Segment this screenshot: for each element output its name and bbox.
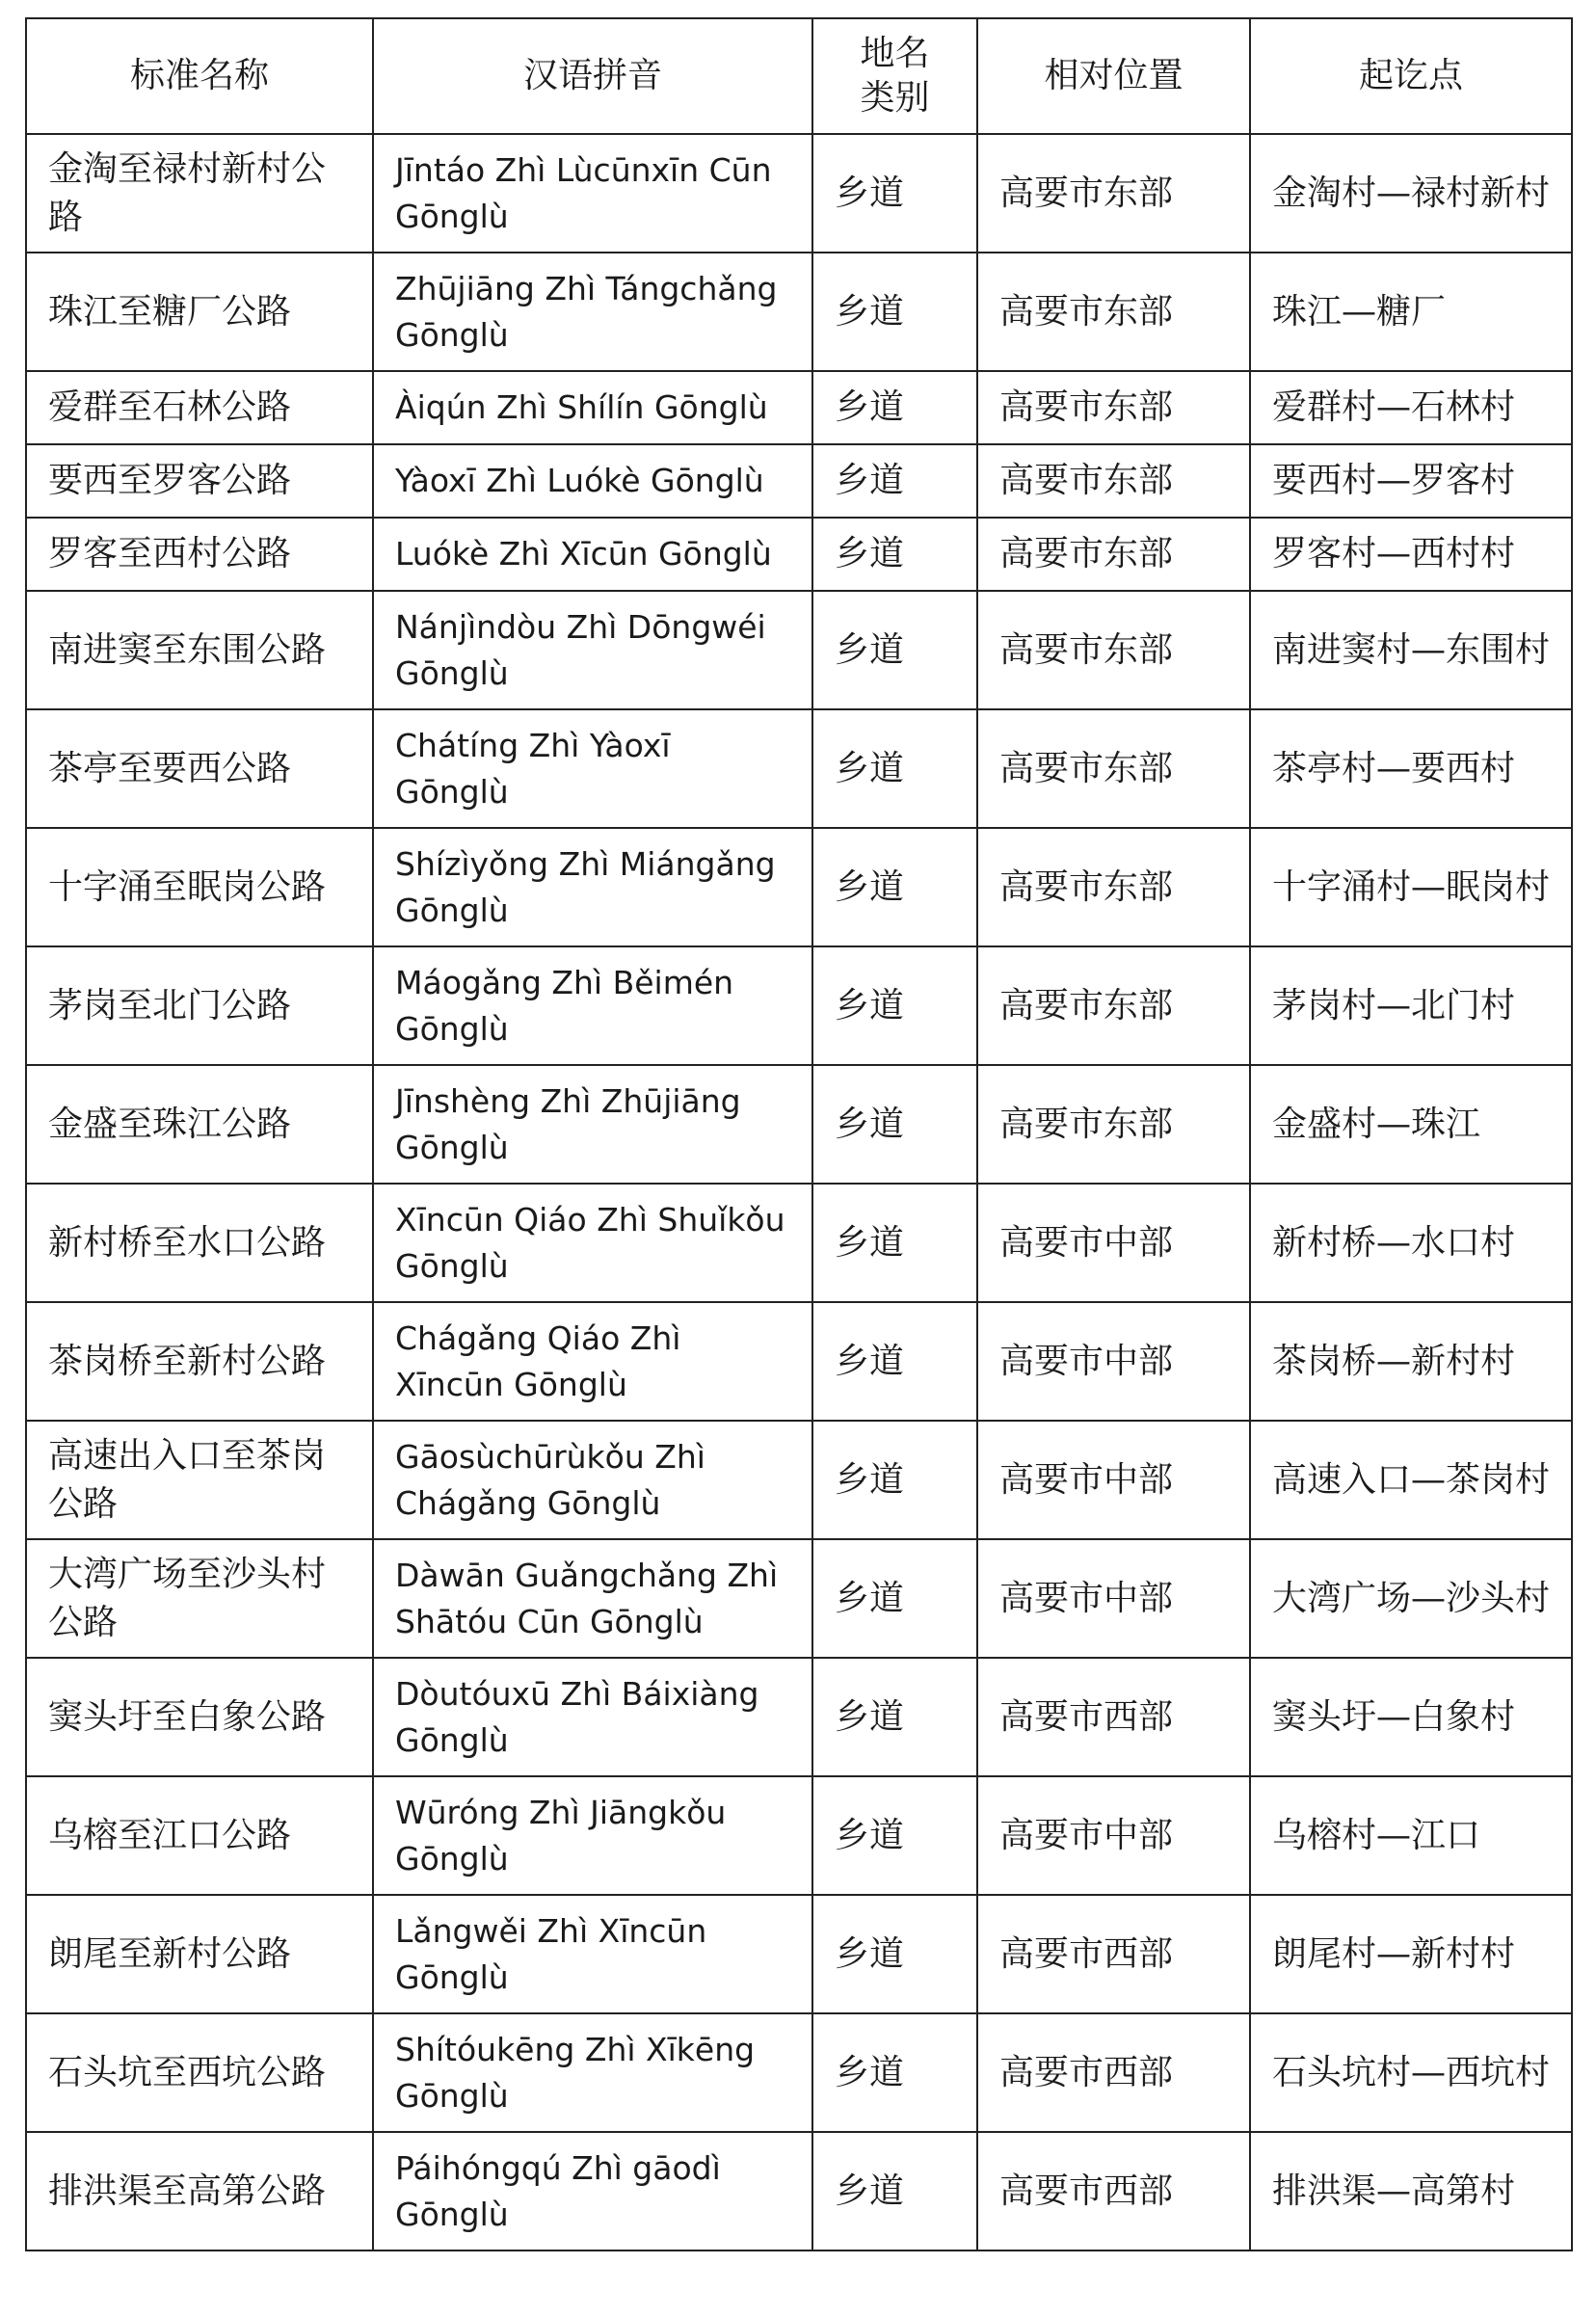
cell-pinyin: Yàoxī Zhì Luókè Gōnglù — [373, 444, 812, 518]
cell-relative-position: 高要市中部 — [977, 1421, 1250, 1539]
cell-standard-name: 金淘至禄村新村公路 — [26, 134, 373, 253]
cell-category: 乡道 — [812, 1539, 977, 1658]
table-row — [26, 1065, 1572, 1184]
table-row — [26, 134, 1572, 253]
cell-relative-position: 高要市东部 — [977, 253, 1250, 371]
cell-standard-name: 高速出入口至茶岗公路 — [26, 1421, 373, 1539]
cell-pinyin: Páihóngqú Zhì gāodì Gōnglù — [373, 2132, 812, 2250]
place-names-table — [25, 17, 1573, 2251]
cell-endpoints: 罗客村—西村村 — [1250, 518, 1572, 591]
cell-endpoints: 乌榕村—江口 — [1250, 1776, 1572, 1895]
cell-category: 乡道 — [812, 518, 977, 591]
cell-category: 乡道 — [812, 709, 977, 828]
cell-endpoints: 茅岗村—北门村 — [1250, 946, 1572, 1065]
table-row — [26, 1658, 1572, 1776]
table-row — [26, 518, 1572, 591]
table-row — [26, 1539, 1572, 1658]
header-category: 地名 类别 — [812, 18, 977, 134]
cell-pinyin: Shítóukēng Zhì Xīkēng Gōnglù — [373, 2013, 812, 2132]
table-row — [26, 1776, 1572, 1895]
cell-category: 乡道 — [812, 1065, 977, 1184]
cell-relative-position: 高要市东部 — [977, 709, 1250, 828]
cell-pinyin: Xīncūn Qiáo Zhì Shuǐkǒu Gōnglù — [373, 1184, 812, 1302]
cell-relative-position: 高要市东部 — [977, 591, 1250, 709]
table-row — [26, 1302, 1572, 1421]
cell-relative-position: 高要市东部 — [977, 371, 1250, 444]
cell-standard-name: 要西至罗客公路 — [26, 444, 373, 518]
cell-standard-name: 茶亭至要西公路 — [26, 709, 373, 828]
cell-category: 乡道 — [812, 828, 977, 946]
cell-endpoints: 新村桥—水口村 — [1250, 1184, 1572, 1302]
cell-relative-position: 高要市西部 — [977, 2013, 1250, 2132]
cell-pinyin: Dòutóuxū Zhì Báixiàng Gōnglù — [373, 1658, 812, 1776]
cell-category: 乡道 — [812, 134, 977, 253]
cell-pinyin: Jīnshèng Zhì Zhūjiāng Gōnglù — [373, 1065, 812, 1184]
cell-standard-name: 大湾广场至沙头村公路 — [26, 1539, 373, 1658]
cell-pinyin: Wūróng Zhì Jiāngkǒu Gōnglù — [373, 1776, 812, 1895]
cell-relative-position: 高要市东部 — [977, 946, 1250, 1065]
cell-category: 乡道 — [812, 253, 977, 371]
cell-standard-name: 罗客至西村公路 — [26, 518, 373, 591]
table-row — [26, 828, 1572, 946]
cell-relative-position: 高要市中部 — [977, 1184, 1250, 1302]
table-row — [26, 709, 1572, 828]
cell-endpoints: 珠江—糖厂 — [1250, 253, 1572, 371]
table-row — [26, 371, 1572, 444]
cell-category: 乡道 — [812, 1421, 977, 1539]
cell-standard-name: 朗尾至新村公路 — [26, 1895, 373, 2013]
cell-endpoints: 茶岗桥—新村村 — [1250, 1302, 1572, 1421]
cell-category: 乡道 — [812, 371, 977, 444]
cell-endpoints: 石头坑村—西坑村 — [1250, 2013, 1572, 2132]
cell-standard-name: 排洪渠至高第公路 — [26, 2132, 373, 2250]
cell-relative-position: 高要市东部 — [977, 134, 1250, 253]
cell-standard-name: 石头坑至西坑公路 — [26, 2013, 373, 2132]
table-row — [26, 2013, 1572, 2132]
cell-pinyin: Gāosùchūrùkǒu Zhì Chágǎng Gōnglù — [373, 1421, 812, 1539]
cell-standard-name: 茶岗桥至新村公路 — [26, 1302, 373, 1421]
cell-endpoints: 爱群村—石林村 — [1250, 371, 1572, 444]
cell-category: 乡道 — [812, 2132, 977, 2250]
cell-endpoints: 金盛村—珠江 — [1250, 1065, 1572, 1184]
cell-endpoints: 高速入口—茶岗村 — [1250, 1421, 1572, 1539]
cell-endpoints: 十字涌村—眠岗村 — [1250, 828, 1572, 946]
cell-standard-name: 窦头圩至白象公路 — [26, 1658, 373, 1776]
cell-pinyin: Zhūjiāng Zhì Tángchǎng Gōnglù — [373, 253, 812, 371]
header-endpoints: 起讫点 — [1250, 18, 1572, 134]
cell-standard-name: 珠江至糖厂公路 — [26, 253, 373, 371]
cell-pinyin: Dàwān Guǎngchǎng Zhì Shātóu Cūn Gōnglù — [373, 1539, 812, 1658]
cell-category: 乡道 — [812, 591, 977, 709]
cell-pinyin: Lǎngwěi Zhì Xīncūn Gōnglù — [373, 1895, 812, 2013]
cell-pinyin: Shízìyǒng Zhì Miángǎng Gōnglù — [373, 828, 812, 946]
cell-category: 乡道 — [812, 1184, 977, 1302]
cell-relative-position: 高要市西部 — [977, 2132, 1250, 2250]
cell-endpoints: 大湾广场—沙头村 — [1250, 1539, 1572, 1658]
cell-pinyin: Nánjìndòu Zhì Dōngwéi Gōnglù — [373, 591, 812, 709]
cell-standard-name: 新村桥至水口公路 — [26, 1184, 373, 1302]
cell-standard-name: 茅岗至北门公路 — [26, 946, 373, 1065]
table-row — [26, 1421, 1572, 1539]
table-row — [26, 444, 1572, 518]
cell-relative-position: 高要市中部 — [977, 1539, 1250, 1658]
cell-standard-name: 金盛至珠江公路 — [26, 1065, 373, 1184]
cell-relative-position: 高要市东部 — [977, 518, 1250, 591]
table-row — [26, 2132, 1572, 2250]
table-row — [26, 591, 1572, 709]
cell-endpoints: 朗尾村—新村村 — [1250, 1895, 1572, 2013]
header-standard-name: 标准名称 — [26, 18, 373, 134]
cell-relative-position: 高要市西部 — [977, 1658, 1250, 1776]
cell-pinyin: Luókè Zhì Xīcūn Gōnglù — [373, 518, 812, 591]
table-header-row — [26, 18, 1572, 134]
cell-endpoints: 茶亭村—要西村 — [1250, 709, 1572, 828]
header-pinyin: 汉语拼音 — [373, 18, 812, 134]
cell-pinyin: Máogǎng Zhì Běimén Gōnglù — [373, 946, 812, 1065]
cell-relative-position: 高要市中部 — [977, 1302, 1250, 1421]
table-row — [26, 1184, 1572, 1302]
cell-category: 乡道 — [812, 1895, 977, 2013]
cell-endpoints: 排洪渠—高第村 — [1250, 2132, 1572, 2250]
table-row — [26, 253, 1572, 371]
cell-standard-name: 乌榕至江口公路 — [26, 1776, 373, 1895]
cell-pinyin: Chágǎng Qiáo Zhì Xīncūn Gōnglù — [373, 1302, 812, 1421]
cell-standard-name: 爱群至石林公路 — [26, 371, 373, 444]
table-row — [26, 946, 1572, 1065]
cell-relative-position: 高要市东部 — [977, 1065, 1250, 1184]
cell-relative-position: 高要市中部 — [977, 1776, 1250, 1895]
cell-category: 乡道 — [812, 444, 977, 518]
cell-category: 乡道 — [812, 1302, 977, 1421]
cell-standard-name: 南进窦至东围公路 — [26, 591, 373, 709]
cell-category: 乡道 — [812, 2013, 977, 2132]
cell-pinyin: Àiqún Zhì Shílín Gōnglù — [373, 371, 812, 444]
cell-category: 乡道 — [812, 1658, 977, 1776]
cell-category: 乡道 — [812, 1776, 977, 1895]
header-relative-position: 相对位置 — [977, 18, 1250, 134]
table-body — [26, 134, 1572, 2250]
cell-relative-position: 高要市东部 — [977, 828, 1250, 946]
cell-category: 乡道 — [812, 946, 977, 1065]
cell-pinyin: Jīntáo Zhì Lùcūnxīn Cūn Gōnglù — [373, 134, 812, 253]
cell-relative-position: 高要市西部 — [977, 1895, 1250, 2013]
cell-endpoints: 要西村—罗客村 — [1250, 444, 1572, 518]
cell-endpoints: 南进窦村—东围村 — [1250, 591, 1572, 709]
cell-relative-position: 高要市东部 — [977, 444, 1250, 518]
cell-endpoints: 金淘村—禄村新村 — [1250, 134, 1572, 253]
cell-standard-name: 十字涌至眠岗公路 — [26, 828, 373, 946]
cell-pinyin: Chátíng Zhì Yàoxī Gōnglù — [373, 709, 812, 828]
table-row — [26, 1895, 1572, 2013]
cell-endpoints: 窦头圩—白象村 — [1250, 1658, 1572, 1776]
